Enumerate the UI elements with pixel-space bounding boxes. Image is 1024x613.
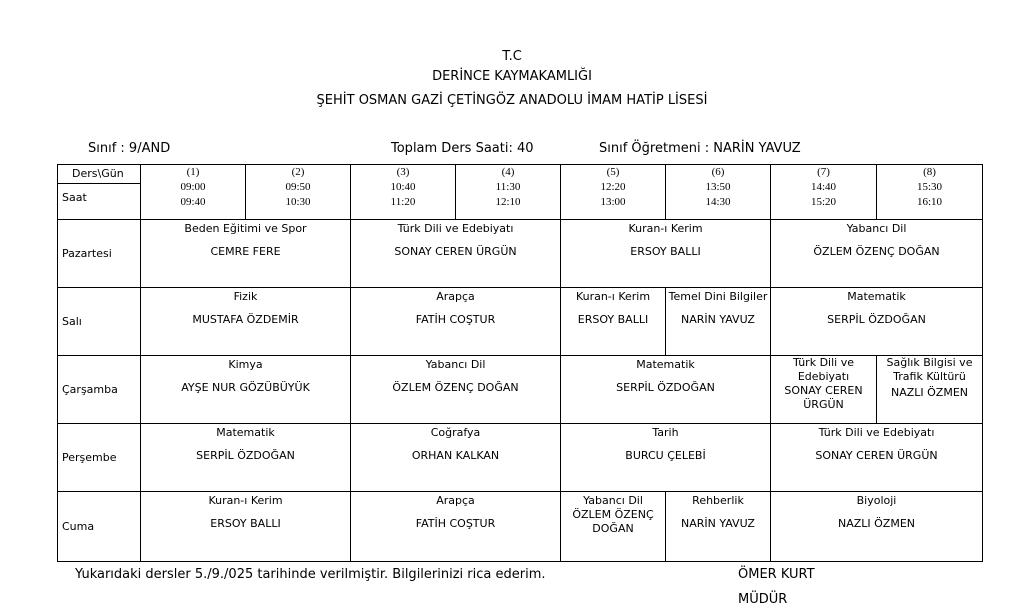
day-label: Pazartesi [58,220,141,288]
lesson-teacher: SERPİL ÖZDOĞAN [616,381,715,394]
lesson-cell [771,220,983,288]
lesson-subject: Kuran-ı Kerim [208,494,283,507]
lesson-cell [561,288,666,356]
lesson-subject: Matematik [847,290,906,303]
timetable [57,164,983,562]
lesson-teacher: MUSTAFA ÖZDEMİR [192,313,299,326]
header-line-2: DERİNCE KAYMAKAMLIĞI [432,69,592,84]
lesson-cell [771,492,983,562]
corner-cell [58,165,141,220]
lesson-subject: Arapça [436,494,475,507]
lesson-cell [141,356,351,424]
lesson-cell [771,424,983,492]
lesson-teacher: FATİH COŞTUR [415,313,496,326]
day-label: Perşembe [58,424,141,492]
lesson-subject: Fizik [233,290,258,303]
lesson-subject: Arapça [436,290,475,303]
lesson-teacher: ERSOY BALLI [630,245,701,258]
lesson-subject: Rehberlik [692,494,744,507]
day-row-persembe [58,424,983,492]
period-2: (2) 09:50 10:30 [246,165,351,220]
school-name: ŞEHİT OSMAN GAZİ ÇETİNGÖZ ANADOLU İMAM HATİP LİSESİ [316,93,708,108]
period-6: (6) 13:50 14:30 [666,165,771,220]
lesson-subject: Yabancı Dil [583,494,643,507]
day-row-pazartesi [58,220,983,288]
lesson-subject: Matematik [636,358,695,371]
period-4: (4) 11:30 12:10 [456,165,561,220]
signatory-title: MÜDÜR [738,592,788,607]
class-teacher: Sınıf Öğretmeni : NARİN YAVUZ [599,141,801,156]
day-label: Salı [58,288,141,356]
lesson-teacher: NARİN YAVUZ [681,313,755,326]
lesson-subject: Kuran-ı Kerim [575,290,651,303]
lesson-subject: Temel Dini Bilgiler [668,290,768,303]
lesson-teacher: SONAY CEREN ÜRGÜN [784,384,863,411]
lesson-cell [141,492,351,562]
signatory-name: ÖMER KURT [738,567,815,582]
lesson-cell [141,288,351,356]
lesson-teacher: ÖZLEM ÖZENÇ DOĞAN [572,508,654,535]
lesson-subject: Türk Dili ve Edebiyatı [818,426,935,439]
lesson-teacher: BURCU ÇELEBİ [625,449,706,462]
lesson-cell [351,424,561,492]
lesson-subject: Matematik [216,426,275,439]
period-5: (5) 12:20 13:00 [561,165,666,220]
lesson-cell [771,288,983,356]
lesson-teacher: NAZLI ÖZMEN [890,386,969,399]
corner-bottom: Saat [62,191,87,204]
lesson-teacher: ÖZLEM ÖZENÇ DOĞAN [392,381,519,394]
lesson-cell [561,356,771,424]
lesson-teacher: NAZLI ÖZMEN [837,517,916,530]
lesson-cell [351,356,561,424]
day-row-sali [58,288,983,356]
lesson-subject: Kuran-ı Kerim [628,222,703,235]
corner-top: Ders\Gün [58,165,140,184]
day-row-carsamba [58,356,983,424]
lesson-teacher: SONAY CEREN ÜRGÜN [394,245,517,258]
lesson-subject: Kimya [228,358,263,371]
day-label: Cuma [58,492,141,562]
lesson-subject: Biyoloji [856,494,897,507]
lesson-subject: Türk Dili ve Edebiyatı [793,356,854,383]
lesson-cell [561,424,771,492]
day-label: Çarşamba [58,356,141,424]
lesson-cell [351,220,561,288]
lesson-cell [666,288,771,356]
lesson-cell [771,356,877,424]
total-hours: Toplam Ders Saati: 40 [391,141,534,156]
period-8: (8) 15:30 16:10 [877,165,983,220]
lesson-cell [141,424,351,492]
lesson-subject: Tarih [652,426,679,439]
footer-note: Yukarıdaki dersler 5./9./025 tarihinde verilmiştir. Bilgilerinizi rica ederim. [75,567,546,582]
lesson-subject: Yabancı Dil [425,358,486,371]
lesson-teacher: SERPİL ÖZDOĞAN [827,313,926,326]
lesson-teacher: CEMRE FERE [210,245,281,258]
lesson-teacher: NARİN YAVUZ [681,517,755,530]
lesson-teacher: SONAY CEREN ÜRGÜN [815,449,938,462]
period-3: (3) 10:40 11:20 [351,165,456,220]
lesson-subject: Yabancı Dil [846,222,907,235]
lesson-cell [561,492,666,562]
lesson-subject: Türk Dili ve Edebiyatı [397,222,514,235]
lesson-cell [877,356,983,424]
lesson-teacher: ERSOY BALLI [577,313,649,326]
period-1: (1) 09:00 09:40 [141,165,246,220]
period-7: (7) 14:40 15:20 [771,165,877,220]
lesson-cell [141,220,351,288]
period-header-row [58,165,983,220]
lesson-cell [351,492,561,562]
lesson-teacher: ÖZLEM ÖZENÇ DOĞAN [813,245,940,258]
lesson-cell [351,288,561,356]
lesson-teacher: ORHAN KALKAN [411,449,500,462]
lesson-cell [666,492,771,562]
class-label: Sınıf : 9/AND [88,141,171,156]
day-row-cuma [58,492,983,562]
header-line-1: T.C [502,49,522,64]
lesson-subject: Beden Eğitimi ve Spor [184,222,307,235]
lesson-cell [561,220,771,288]
lesson-teacher: AYŞE NUR GÖZÜBÜYÜK [181,381,310,394]
lesson-subject: Coğrafya [430,426,481,439]
lesson-teacher: FATİH COŞTUR [415,517,496,530]
lesson-teacher: SERPİL ÖZDOĞAN [196,449,295,462]
lesson-teacher: ERSOY BALLI [210,517,281,530]
lesson-subject: Sağlık Bilgisi ve Trafik Kültürü [886,356,973,383]
